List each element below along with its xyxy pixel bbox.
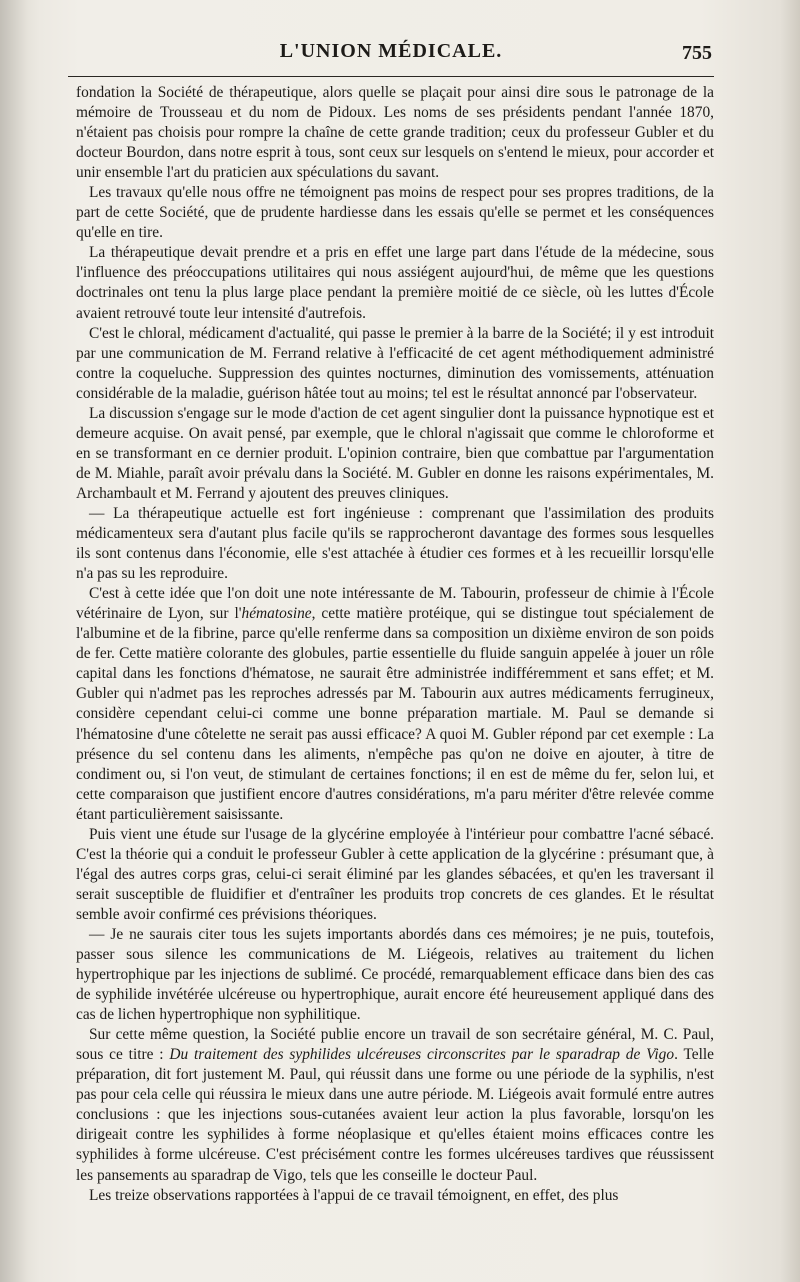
header-rule	[68, 76, 714, 77]
italic-term: Du traitement des syphilides ulcéreuses circonscrites par le sparadrap de Vigo	[169, 1046, 675, 1064]
paragraph: C'est le chloral, médicament d'actualité, qui passe le premier à la barre de la Société; il y est introduit par une communication de M. Ferrand relative à l'efficacité de cet agent méthodiquement administré contre la coqueluche. Suppression des quintes nocturnes, diminution des vomissements, atténuation considérable de la maladie, guérison hâtée tout au moins; tel est le résultat annoncé par l'observateur.	[76, 324, 714, 402]
paragraph: fondation la Société de thérapeutique, alors quelle se plaçait pour ainsi dire sous le patronage de la mémoire de Trousseau et du nom de Pidoux. Les noms de ses présidents pendant l'année 1870, n'étaient pas choisis pour rompre la chaîne de cette grande tradition; ceux du professeur Gubler et du docteur Bourdon, dans notre esprit à tous, sont ceux sur lesquels on s'entend le mieux, pour accorder et unir ensemble l'art du praticien aux spéculations du savant.	[76, 84, 714, 182]
journal-title: L'UNION MÉDICALE.	[279, 40, 503, 62]
article-body	[76, 83, 714, 1206]
paragraph: La discussion s'engage sur le mode d'action de cet agent singulier dont la puissance hypnotique est et demeure acquise. On avait pensé, par exemple, que le chloral n'agissait que comme le chloroforme et en se transformant en ce dernier produit. L'opinion contraire, bien que combattue par l'argumentation de M. Miahle, paraît avoir prévalu dans la Société. M. Gubler en donne les raisons expérimentales, M. Archambault et M. Ferrand y ajoutent des preuves cliniques.	[76, 404, 714, 502]
paragraph: Les treize observations rapportées à l'appui de ce travail témoignent, en effet, des plus	[89, 1186, 619, 1204]
paragraph: — La thérapeutique actuelle est fort ingénieuse : comprenant que l'assimilation des produits médicamenteux sera d'autant plus facile qu'ils se rapprocheront davantage des formes sous lesquelles ils sont contenus dans l'économie, elle s'est attachée à étudier ces formes et à les recueillir lorsqu'elle n'a pas su les reproduire.	[76, 504, 714, 583]
paragraph: Puis vient une étude sur l'usage de la glycérine employée à l'intérieur pour combattre l'acné sébacé. C'est la théorie qui a conduit le professeur Gubler à cette application de la glycérine : présumant que, à l'égal des autres corps gras, celui-ci serait éliminé par les glandes sébacées, et qu'en les traversant il serait susceptible de fluidifier et d'entraîner les produits trop concrets de ces glandes. Et le résultat semble avoir confirmé ces prévisions théoriques.	[76, 825, 714, 923]
italic-term: hématosine	[241, 605, 312, 623]
paragraph: La thérapeutique devait prendre et a pris en effet une large part dans l'étude de la médecine, sous l'influence des préoccupations utilitaires qui nous assiégent aujourd'hui, de même que les questions doctrinales ont tenu la plus large place pendant la première moitié de ce siècle, où les luttes d'École avaient retrouvé toute leur intensité d'autrefois.	[76, 244, 714, 322]
binding-shadow	[0, 0, 28, 1282]
paragraph: — Je ne saurais citer tous les sujets importants abordés dans ces mémoires; je ne puis, toutefois, passer sous silence les communications de M. Liégeois, relatives au traitement du lichen hypertrophique par les injections de sublimé. Ce procédé, remarquablement efficace dans bien des cas de syphilide invétérée ulcéreuse ou hypertrophique, aurait encore été heureusement appliqué dans des cas de lichen hypertrophique non syphilitique.	[76, 925, 714, 1024]
paragraph: Sur cette même question, la Société publie encore un travail de son secrétaire général, M. C. Paul, sous ce titre : Du traitement des syphilides ulcéreuses circonscrites par le sparadrap de Vigo. Telle préparation, dit fort justement M. Paul, qui réussit dans une forme ou une période de la syphilis, n'est pas pour cela celle qui réussira le mieux dans une autre période. M. Liégeois avait formulé entre autres conclusions : que les injections sous-cutanées avaient leur action la plus favorable, lorsqu'on les dirigeait contre les syphilides à forme néoplasique et qu'elles étaient moins efficaces contre les syphilides à forme ulcéreuse. C'est précisément contre les formes ulcéreuses tardives que réussissent les pansements au sparadrap de Vigo, tels que les conseille le docteur Paul.	[76, 1026, 714, 1184]
paragraph: Les travaux qu'elle nous offre ne témoignent pas moins de respect pour ses propres traditions, de la part de cette Société, que de prudente hardiesse dans les essais qu'elle se permet et les conséquences qu'elle en tire.	[76, 184, 714, 242]
running-head	[70, 40, 712, 72]
paragraph: C'est à cette idée que l'on doit une note intéressante de M. Tabourin, professeur de chimie à l'École vétérinaire de Lyon, sur l'hématosine, cette matière protéique, qui se distingue tout spécialement de l'albumine et de la fibrine, parce qu'elle renferme dans sa composition un dixième environ de son poids de fer. Cette matière colorante des globules, partie essentielle du fluide sanguin appelée à jouer un rôle capital dans les fonctions d'hématose, ne saurait être administrée indifféremment et sans effet; et M. Gubler qui n'admet pas les reproches adressés par M. Tabourin aux autres médicaments ferrugineux, considère cependant celui-ci comme une bonne préparation martiale. M. Paul se demande si l'hématosine d'une côtelette ne serait pas aussi efficace? A quoi M. Gubler répond par cet exemple : La présence du sel contenu dans les aliments, n'empêche pas qu'on ne doive en ajouter, à titre de condiment ou, si l'on veut, de stimulant de certaines fonctions; il en est de même du fer, selon lui, et cette comparaison que justifient encore d'autres considérations, m'a paru mériter d'être relevée comme étant particulièrement saisissante.	[76, 585, 714, 823]
page-number: 755	[682, 42, 712, 64]
